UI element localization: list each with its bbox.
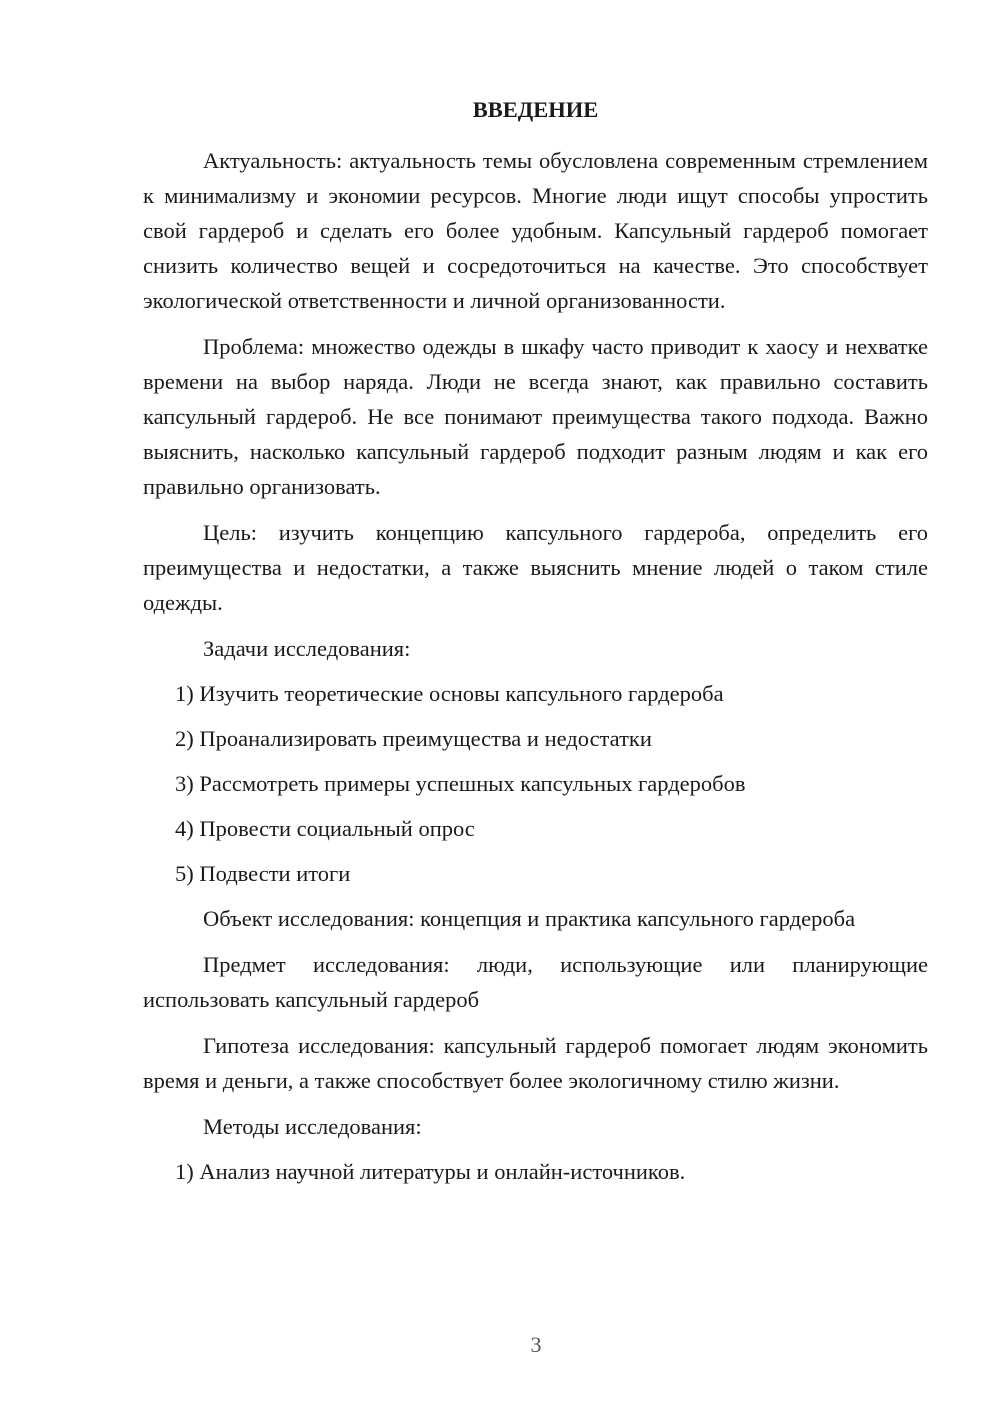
paragraph-subject: Предмет исследования: люди, использующие или планирующие использовать капсульный гардероб	[143, 952, 928, 1012]
paragraph-hypothesis: Гипотеза исследования: капсульный гардероб помогает людям экономить время и деньги, а также способствует более экологичному стилю жизни.	[143, 1033, 928, 1093]
methods-heading: Методы исследования:	[203, 1114, 422, 1139]
paragraph-problem: Проблема: множество одежды в шкафу часто приводит к хаосу и нехватке времени на выбор наряда. Люди не всегда знают, как правильно составить капсульный гардероб. Не все понимают преимущества такого подхода. Важно выяснить, насколько капсульный гардероб подходит разным людям и как его правильно организовать.	[143, 334, 928, 499]
paragraph-object: Объект исследования: концепция и практика капсульного гардероба	[203, 906, 856, 931]
paragraph-relevance: Актуальность: актуальность темы обусловлена современным стремлением к минимализму и экономии ресурсов. Многие люди ищут способы упростить свой гардероб и сделать его более удобным. Капсульный гардероб помогает снизить количество вещей и сосредоточиться на качестве. Это способствует экологической ответственности и личной организованности.	[143, 148, 928, 313]
list-item-method: 1) Анализ научной литературы и онлайн-источников.	[175, 1159, 686, 1184]
list-item-task: 4) Провести социальный опрос	[175, 816, 475, 841]
tasks-heading: Задачи исследования:	[203, 636, 411, 661]
paragraph-goal: Цель: изучить концепцию капсульного гардероба, определить его преимущества и недостатки, а также выяснить мнение людей о таком стиле одежды.	[143, 520, 928, 615]
page-content	[143, 92, 928, 1199]
page-title: ВВЕДЕНИЕ	[472, 97, 599, 122]
page-number: 3	[530, 1332, 542, 1357]
list-item-task: 1) Изучить теоретические основы капсульного гардероба	[175, 681, 724, 706]
list-item-task: 3) Рассмотреть примеры успешных капсульных гардеробов	[175, 771, 746, 796]
list-item-task: 2) Проанализировать преимущества и недостатки	[175, 726, 652, 751]
list-item-task: 5) Подвести итоги	[175, 861, 351, 886]
